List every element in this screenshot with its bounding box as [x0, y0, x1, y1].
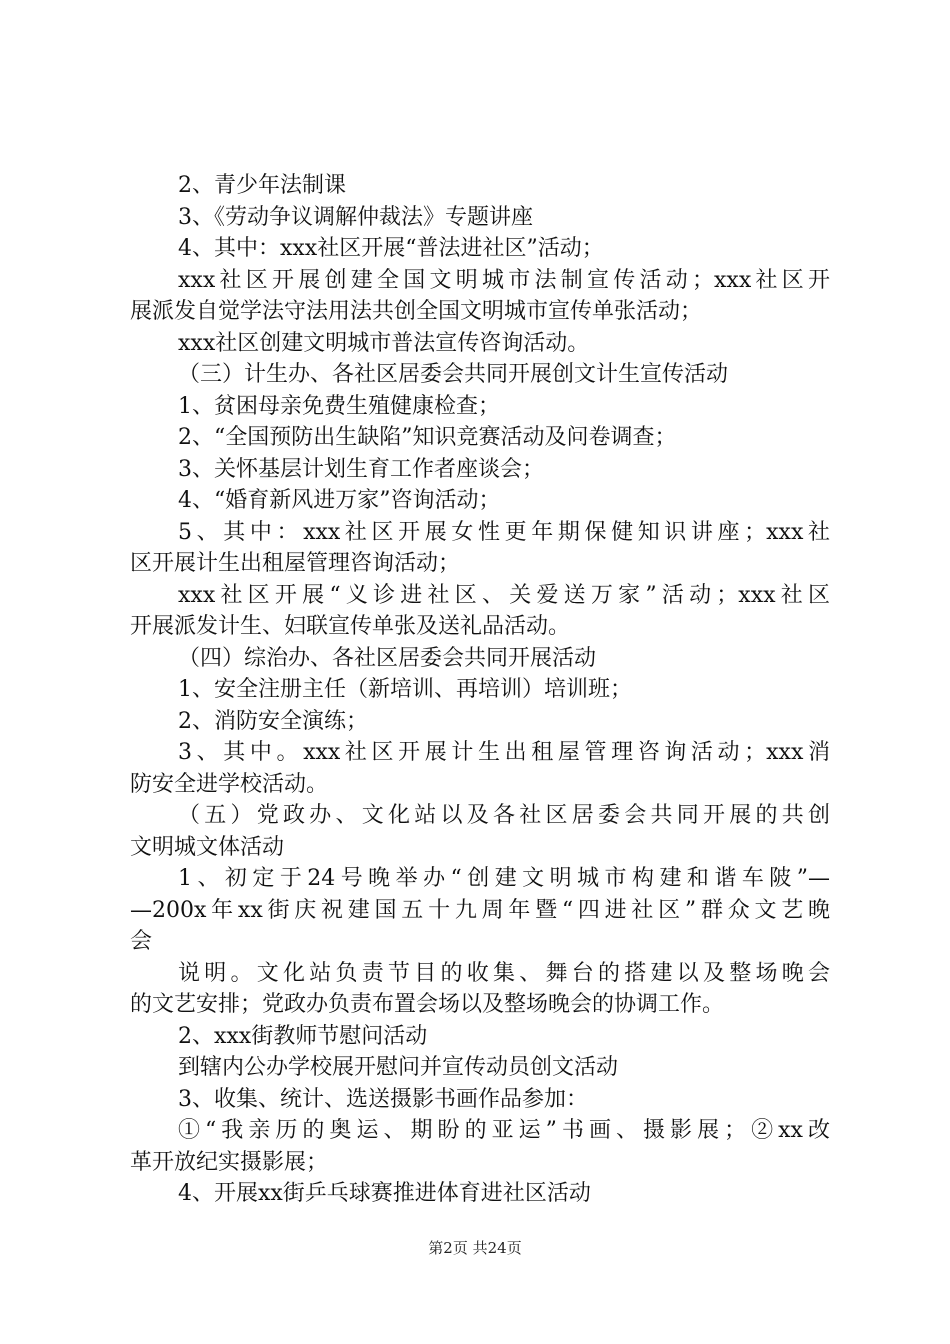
page-footer: 第2页 共24页 [428, 1239, 522, 1257]
text-line: 1、贫困母亲免费生殖健康检查； [178, 393, 500, 419]
text-line: —200x年xx街庆祝建国五十九周年暨“四进社区”群众文艺晚 [130, 897, 830, 923]
text-line: 4、“婚育新风进万家”咨询活动； [178, 488, 501, 513]
text-line: 3、关怀基层计划生育工作者座谈会； [178, 456, 544, 482]
text-line: 防安全进学校活动。 [130, 771, 329, 797]
text-line: 3、《劳动争议调解仲裁法》专题讲座 [178, 204, 533, 230]
text-line: 3、其中。xxx社区开展计生出租屋管理咨询活动；xxx消 [178, 740, 830, 765]
text-line: ①“我亲历的奥运、期盼的亚运”书画、摄影展；②xx改 [178, 1118, 830, 1143]
text-line: xxx社区开展创建全国文明城市法制宣传活动；xxx社区开 [178, 267, 830, 293]
text-line: xxx社区创建文明城市普法宣传咨询活动。 [178, 330, 590, 356]
text-line: 展派发自觉学法守法用法共创全国文明城市宣传单张活动； [130, 299, 703, 324]
document-body [130, 170, 830, 1210]
text-line: （四）综治办、各社区居委会共同开展活动 [178, 645, 597, 671]
text-line: 2、“全国预防出生缺陷”知识竞赛活动及问卷调查； [178, 425, 677, 450]
text-line: （三）计生办、各社区居委会共同开展创文计生宣传活动 [178, 362, 729, 387]
text-line: 2、消防安全演练； [178, 708, 368, 734]
text-line: 4、开展xx街乒乓球赛推进体育进社区活动 [178, 1181, 591, 1206]
text-line: 的文艺安排；党政办负责布置会场以及整场晚会的协调工作。 [130, 992, 725, 1017]
text-line: （五）党政办、文化站以及各社区居委会共同开展的共创 [178, 803, 830, 828]
text-line: xxx社区开展“义诊进社区、关爱送万家”活动；xxx社区 [178, 582, 830, 608]
text-line: 4、其中：xxx社区开展“普法进社区”活动； [178, 236, 604, 261]
text-line: 开展派发计生、妇联宣传单张及送礼品活动。 [130, 614, 571, 639]
text-line: 文明城文体活动 [130, 834, 285, 860]
text-line: 区开展计生出租屋管理咨询活动； [130, 551, 461, 576]
text-line: 到辖内公办学校展开慰问并宣传动员创文活动 [178, 1055, 619, 1080]
text-line: 1、安全注册主任（新培训、再培训）培训班； [178, 677, 632, 702]
text-line: 说明。文化站负责节目的收集、舞台的搭建以及整场晚会 [178, 960, 830, 986]
text-line: 3、收集、统计、选送摄影书画作品参加： [178, 1086, 588, 1112]
text-line: 2、xxx街教师节慰问活动 [178, 1023, 428, 1049]
text-line: 1、初定于24号晚举办“创建文明城市构建和谐车陂”— [178, 866, 830, 891]
text-line: 会 [130, 929, 153, 954]
text-line: 5、其中：xxx社区开展女性更年期保健知识讲座；xxx社 [178, 519, 830, 545]
text-line: 革开放纪实摄影展； [130, 1149, 329, 1175]
text-line: 2、青少年法制课 [178, 173, 346, 198]
